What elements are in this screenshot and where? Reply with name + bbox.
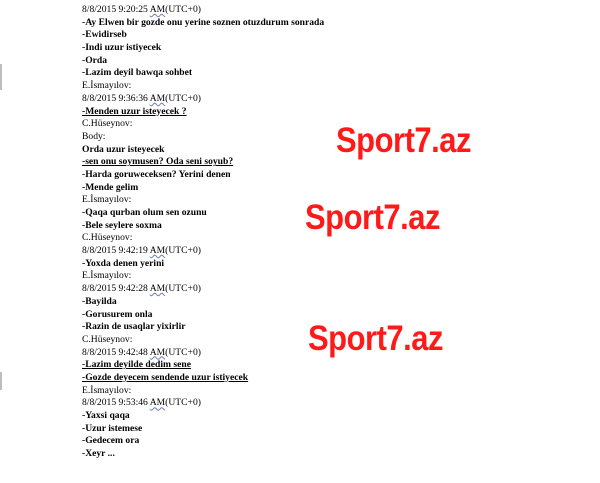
message-line: -Harda goruweceksen? Yerini denen bbox=[82, 168, 231, 180]
sender-line: E.İsmayılov: bbox=[82, 384, 132, 396]
message-line: -sen onu soymusen? Oda seni soyub? bbox=[82, 156, 234, 168]
message-line: -Yoxda denen yerini bbox=[82, 257, 165, 269]
message-line: -Gorusurem onla bbox=[82, 308, 153, 320]
watermark: Sport7.az bbox=[336, 120, 472, 161]
timestamp-line: 8/8/2015 9:53:46 AM(UTC+0) bbox=[82, 397, 201, 409]
timestamp-line: 8/8/2015 9:42:19 AM(UTC+0) bbox=[82, 245, 201, 257]
sender-line: C.Hüseynov: bbox=[82, 333, 133, 345]
message-line: -Razin de usaqlar yixirlir bbox=[82, 321, 186, 333]
message-line: -Gozde deyecem sendende uzur istiyecek bbox=[82, 371, 249, 383]
message-line: -Lazim deyilde dedim sene bbox=[82, 359, 191, 371]
message-line: -Orda bbox=[82, 54, 108, 66]
sender-line: E.İsmayılov: bbox=[82, 194, 132, 206]
message-line: -Bayilda bbox=[82, 295, 117, 307]
page-edge-mark bbox=[0, 372, 2, 390]
message-line: Orda uzur isteyecek bbox=[82, 143, 165, 155]
sender-line: E.İsmayılov: bbox=[82, 80, 132, 92]
message-line: -Ewidirseb bbox=[82, 29, 127, 41]
message-line: -Menden uzur isteyecek ? bbox=[82, 105, 187, 117]
message-line: -Bele seylere soxma bbox=[82, 219, 162, 231]
sender-line: C.Hüseynov: bbox=[82, 118, 133, 130]
message-line: -Ay Elwen bir gozde onu yerine soznen otuzdurum sonrada bbox=[82, 16, 325, 28]
message-line: -Lazim deyil bawqa sohbet bbox=[82, 67, 193, 79]
message-line: -Uzur istemese bbox=[82, 422, 143, 434]
sender-line: Body: bbox=[82, 130, 106, 142]
watermark: Sport7.az bbox=[308, 318, 444, 359]
timestamp-line: 8/8/2015 9:36:36 AM(UTC+0) bbox=[82, 92, 201, 104]
message-line: -Xeyr ... bbox=[82, 448, 115, 460]
message-line: -Gedecem ora bbox=[82, 435, 140, 447]
sender-line: C.Hüseynov: bbox=[82, 232, 133, 244]
message-line: -Indi uzur istiyecek bbox=[82, 42, 162, 54]
message-line: -Mende gelim bbox=[82, 181, 139, 193]
watermark: Sport7.az bbox=[305, 197, 441, 238]
sender-line: E.İsmayılov: bbox=[82, 270, 132, 282]
timestamp-line: 8/8/2015 9:20:25 AM(UTC+0) bbox=[82, 4, 201, 15]
timestamp-line: 8/8/2015 9:42:28 AM(UTC+0) bbox=[82, 283, 201, 295]
message-line: -Qaqa qurban olum sen ozunu bbox=[82, 207, 207, 218]
timestamp-line: 8/8/2015 9:42:48 AM(UTC+0) bbox=[82, 346, 201, 358]
message-line: -Yaxsi qaqa bbox=[82, 410, 130, 421]
page-edge-mark bbox=[0, 64, 2, 90]
